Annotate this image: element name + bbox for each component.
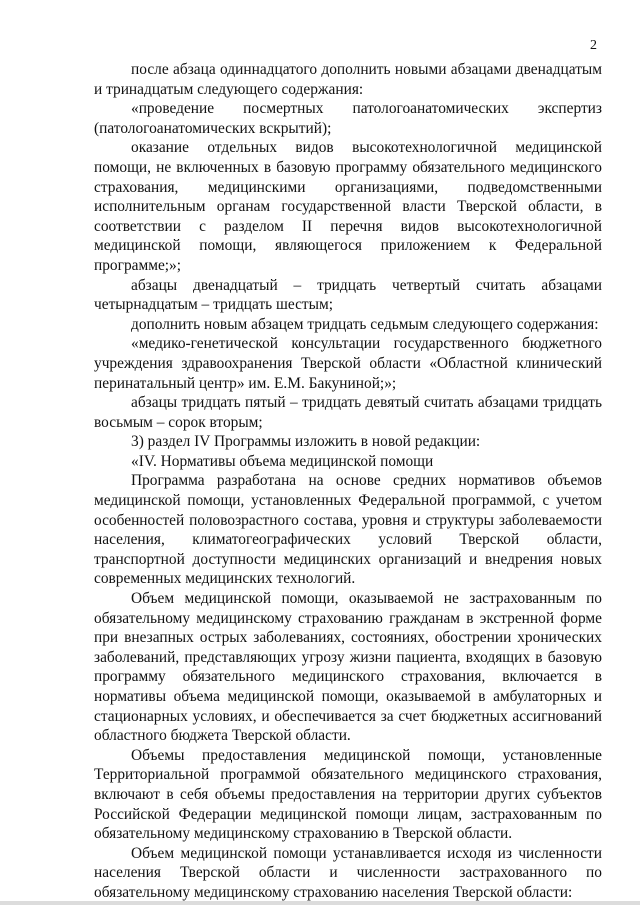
paragraph-high-tech-care: оказание отдельных видов высокотехнологичной медицинской помощи, не включенных в базовую программу обязательного медицинского страхования, медицинскими организациями, подведомственными исполнительным органам государственной власти Тверской области, в соответствии с разделом II перечня видов высокотехнологичной медицинской помощи, являющегося приложением к Федеральной программе;»; xyxy=(94,139,602,274)
paragraph-program-basis: Программа разработана на основе средних нормативов объемов медицинской помощи, установленных Федеральной программой, с учетом особенностей половозрастного состава, уровня и структуры заболеваемости населения, климатогеографических условий Тверской области, транспортной доступности медицинских организаций и внедрения новых современных медицинских технологий. xyxy=(94,472,602,588)
page-number: 2 xyxy=(590,38,597,53)
scan-bottom-edge xyxy=(0,901,640,905)
paragraph-genetic-consultation: «медико-генетической консультации государственного бюджетного учреждения здравоохранения Тверской области «Областной клинический перинатальный центр» им. Е.М. Бакуниной;»; xyxy=(94,335,602,392)
paragraph-add-37: дополнить новым абзацем тридцать седьмым следующего содержания: xyxy=(131,315,599,333)
paragraph-amendment-intro: после абзаца одиннадцатого дополнить новыми абзацами двенадцатым и тринадцатым следующего содержания: xyxy=(94,61,602,98)
section-heading: «IV. Нормативы объема медицинской помощи xyxy=(131,452,434,470)
paragraph-renumber-12-34: абзацы двенадцатый – тридцать четвертый считать абзацами четырнадцатым – тридцать шестым; xyxy=(94,276,602,314)
paragraph-volumes-other-regions: Объемы предоставления медицинской помощи, установленные Территориальной программой обязательного медицинского страхования, включают в себя объемы предоставления на территории других субъектов Российской Федерации медицинской помощи лицам, застрахованным по обязательному медицинскому страхованию в Тверской области. xyxy=(94,746,602,843)
paragraph-renumber-35-39: абзацы тридцать пятый – тридцать девятый считать абзацами тридцать восьмым – сорок вторым; xyxy=(94,394,602,431)
paragraph-postmortem-expertise: «проведение посмертных патологоанатомических экспертиз (патологоанатомических вскрытий); xyxy=(94,100,602,137)
paragraph-volume-by-population: Объем медицинской помощи устанавливается исходя из численности населения Тверской области и численности застрахованного по обязательному медицинскому страхованию населения Тверской области: xyxy=(94,844,602,901)
paragraph-uninsured-care: Объем медицинской помощи, оказываемой не застрахованным по обязательному медицинскому страхованию гражданам в экстренной форме при внезапных острых заболеваниях, состояниях, обострении хронических заболеваний, представляющих угрозу жизни пациента, входящих в базовую программу обязательного медицинского страхования, включается в нормативы объема медицинской помощи, оказываемой в амбулаторных и стационарных условиях, и обеспечивается за счет бюджетных ассигнований областного бюджета Тверской области. xyxy=(94,590,602,745)
paragraph-section-iv-intro: 3) раздел IV Программы изложить в новой редакции: xyxy=(131,433,481,451)
